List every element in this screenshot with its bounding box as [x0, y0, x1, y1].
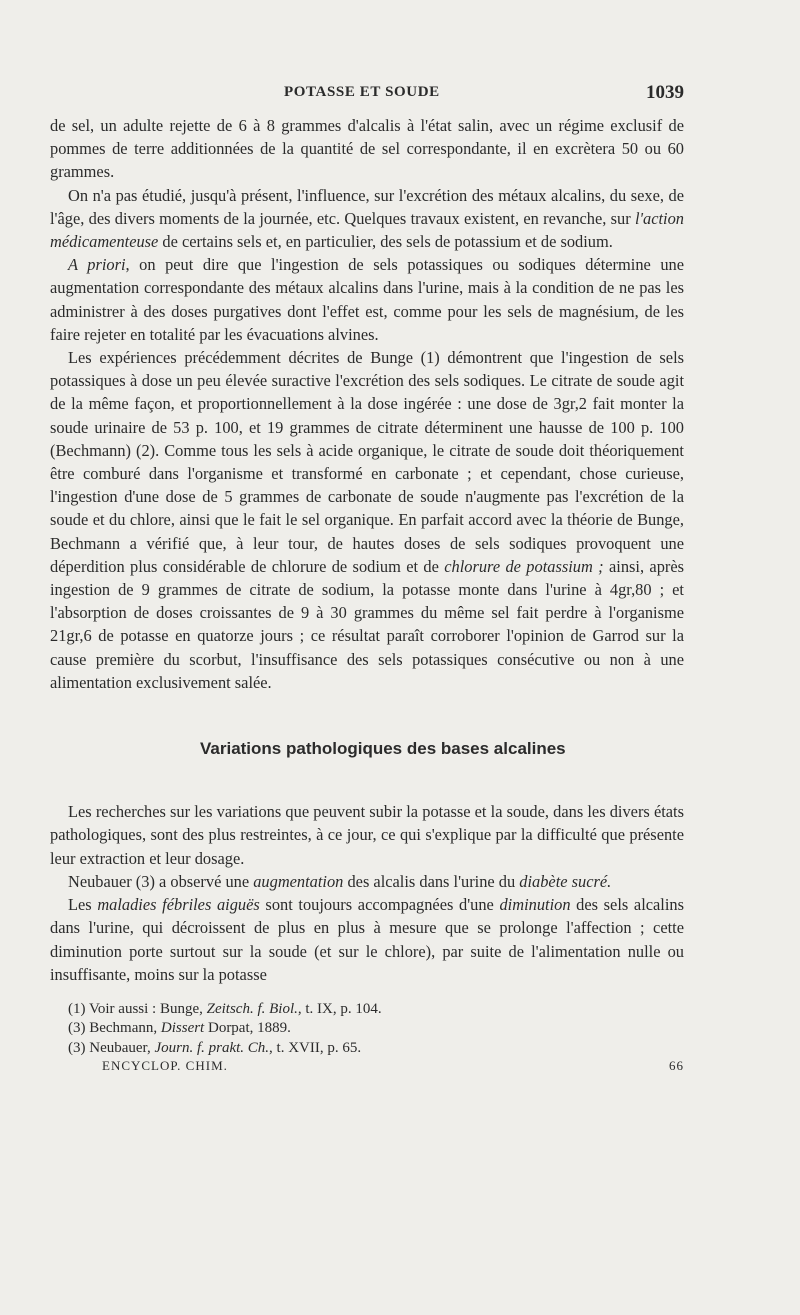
- page-footer: [50, 1058, 684, 1082]
- footnote: [68, 1019, 684, 1039]
- footer-signature-number: 66: [669, 1058, 684, 1074]
- italic-text-segment: Journ. f. prakt. Ch.: [154, 1039, 270, 1056]
- text-segment: de sel, un adulte rejette de 6 à 8 grammes d'alcalis à l'état salin, avec un régime exclusif de pommes de terre additionnées de la quantité de sel correspondante, il en excrètera 50 ou 60 grammes.: [50, 116, 684, 182]
- italic-text-segment: diabète sucré.: [519, 871, 612, 891]
- italic-text-segment: augmentation: [253, 871, 344, 891]
- text-segment: , t. IX, p. 104.: [297, 1000, 382, 1017]
- text-segment: (1) Voir aussi : Bunge,: [68, 1000, 207, 1017]
- italic-text-segment: Zeitsch. f. Biol.: [206, 1000, 298, 1017]
- text-segment: (3) Neubauer,: [68, 1039, 155, 1056]
- body-text: [50, 114, 684, 986]
- text-segment: Les expériences précédemment décrites de Bunge (1) démontrent que l'ingestion de sels potassiques à dose un peu élevée suractive l'excrétion des sels sodiques. Le citrate de soude agit de la même façon, et proportionnellement à la dose ingérée : une dose de 3gr,2 fait monter la soude urinaire de 53 p. 100, et 19 grammes de citrate déterminent une hausse de 100 p. 100 (Bechmann) (2). Comme tous les sels à acide organique, le citrate de soude doit théoriquement être comburé dans l'organisme et transformé en carbonate ; et cependant, chose curieuse, l'ingestion d'une dose de 5 grammes de carbonate de soude n'augmente pas l'excrétion de la soude et du chlore, ainsi que le fait le sel organique. En parfait accord avec la théorie de Bunge, Bechmann a vérifié que, à leur tour, de hautes doses de sels sodiques provoquent une déperdition plus considérable de chlorure de sodium et de: [50, 348, 684, 576]
- text-segment: ainsi, après ingestion de 9 grammes de citrate de sodium, la potasse monte dans l'urine à 4gr,80 ; et l'absorption de doses croissantes de 9 à 30 grammes du même sel fait perdre à l'organisme 21gr,6 de potasse en quatorze jours ; ce résultat paraît corroborer l'opinion de Garrod sur la cause première du scorbut, l'insuffisance des sels potassiques consécutive ou non à une alimentation exclusivement salée.: [50, 556, 685, 692]
- paragraph: [50, 346, 684, 694]
- italic-text-segment: maladies fébriles aiguës: [97, 895, 260, 915]
- paragraph: [50, 893, 684, 986]
- text-segment: , on peut dire que l'ingestion de sels potassiques ou sodiques détermine une augmentation correspondante des métaux alcalins dans l'urine, mais à la condition de ne pas les administrer à des doses purgatives dont l'effet est, comme pour les sels de magnésium, de les faire rejeter en totalité par les évacuations alvines.: [50, 255, 684, 344]
- italic-text-segment: A priori: [68, 255, 126, 275]
- paragraphs-before-heading: [50, 114, 684, 694]
- paragraph: [50, 114, 684, 184]
- italic-text-segment: l'action médicamenteuse: [50, 208, 684, 252]
- text-segment: Les: [68, 895, 98, 915]
- text-segment: Dorpat, 1889.: [204, 1020, 291, 1037]
- paragraph: [50, 184, 684, 254]
- paragraph: [50, 253, 684, 346]
- text-segment: sont toujours accompagnées d'une: [259, 895, 500, 915]
- page-number: 1039: [646, 82, 684, 103]
- footer-collection-title: ENCYCLOP. CHIM.: [102, 1058, 228, 1074]
- text-segment: (3) Bechmann,: [68, 1020, 161, 1037]
- footnotes: [50, 1000, 684, 1059]
- paragraphs-after-heading: [50, 800, 684, 986]
- running-title: POTASSE ET SOUDE: [284, 84, 440, 100]
- text-segment: des sels alcalins dans l'urine, qui décroissent de plus en plus à mesure que se prolonge l'affection ; cette diminution porte surtout sur la soude (et sur le chlore), par suite de l'alimentation nulle ou insuffisante, moins sur la potasse: [50, 895, 684, 984]
- page-header: [50, 84, 684, 112]
- italic-text-segment: chlorure de potassium ;: [444, 556, 604, 576]
- section-heading: Variations pathologiques des bases alcalines: [200, 739, 566, 759]
- text-segment: Neubauer (3) a observé une: [68, 871, 254, 891]
- paragraph: [50, 870, 684, 893]
- footnote: [68, 1000, 684, 1020]
- text-segment: Les recherches sur les variations que peuvent subir la potasse et la soude, dans les divers états pathologiques, sont des plus restreintes, à ce jour, ce qui s'explique par la difficulté que présente leur extraction et leur dosage.: [50, 802, 684, 868]
- text-segment: de certains sels et, en particulier, des sels de potassium et de sodium.: [158, 232, 613, 252]
- text-segment: , t. XVII, p. 65.: [269, 1039, 362, 1056]
- text-segment: On n'a pas étudié, jusqu'à présent, l'influence, sur l'excrétion des métaux alcalins, du sexe, de l'âge, des divers moments de la journée, etc. Quelques travaux existent, en revanche, sur: [50, 185, 684, 228]
- italic-text-segment: Dissert: [160, 1020, 205, 1037]
- text-segment: des alcalis dans l'urine du: [343, 871, 520, 891]
- paragraph: [50, 800, 684, 870]
- footnote: [68, 1039, 684, 1059]
- italic-text-segment: diminution: [499, 895, 571, 915]
